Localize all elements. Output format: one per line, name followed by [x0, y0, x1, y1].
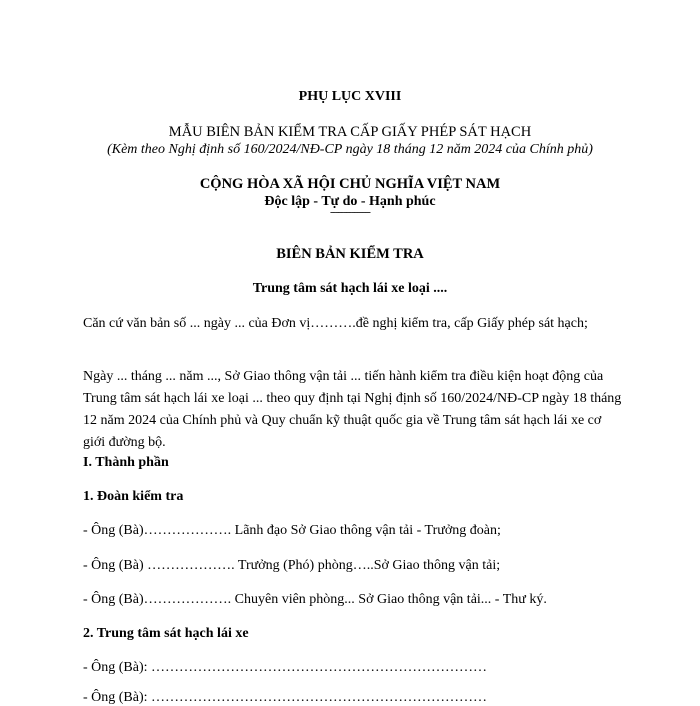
inspection-team-heading: 1. Đoàn kiểm tra	[83, 489, 184, 504]
team-member-line: - Ông (Bà)………………. Chuyên viên phòng... Sở Giao thông vận tải... - Thư ký.	[83, 592, 547, 607]
appendix-heading: PHỤ LỤC XVIII	[298, 89, 402, 104]
form-title: MẪU BIÊN BẢN KIỂM TRA CẤP GIẤY PHÉP SÁT HẠCH	[168, 124, 532, 140]
document-title: BIÊN BẢN KIỂM TRA	[276, 246, 424, 262]
motto-separator: ---------------	[330, 206, 370, 218]
national-title: CỘNG HÒA XÃ HỘI CHỦ NGHĨA VIỆT NAM	[199, 176, 501, 192]
section-composition-heading: I. Thành phần	[83, 455, 169, 470]
inspection-paragraph: Ngày ... tháng ... năm ..., Sở Giao thông vận tải ... tiến hành kiểm tra điều kiện hoạt động của Trung tâm sát hạch lái xe loại ... theo quy định tại Nghị định số 160/2024/NĐ-CP ngày 18 tháng 12 năm 2024 của Chính phủ và Quy chuẩn kỹ thuật quốc gia về Trung tâm sát hạch lái xe cơ giới đường bộ.	[83, 369, 622, 450]
center-representative-line: - Ông (Bà): ………………………………………………………………	[83, 690, 488, 705]
document-subtitle: Trung tâm sát hạch lái xe loại ....	[252, 281, 448, 296]
form-subtitle: (Kèm theo Nghị định số 160/2024/NĐ-CP ngày 18 tháng 12 năm 2024 của Chính phủ)	[107, 142, 593, 157]
team-member-line: - Ông (Bà)………………. Lãnh đạo Sở Giao thông vận tải - Trưởng đoàn;	[83, 523, 501, 538]
national-motto: Độc lập - Tự do - Hạnh phúc	[264, 194, 436, 209]
team-member-line: - Ông (Bà) ………………. Trưởng (Phó) phòng…..Sở Giao thông vận tải;	[83, 558, 501, 573]
test-center-heading: 2. Trung tâm sát hạch lái xe	[83, 626, 249, 641]
center-representative-line: - Ông (Bà): ………………………………………………………………	[83, 660, 488, 675]
basis-paragraph: Căn cứ văn bản số ... ngày ... của Đơn vị……….đề nghị kiểm tra, cấp Giấy phép sát hạch;	[83, 316, 588, 331]
